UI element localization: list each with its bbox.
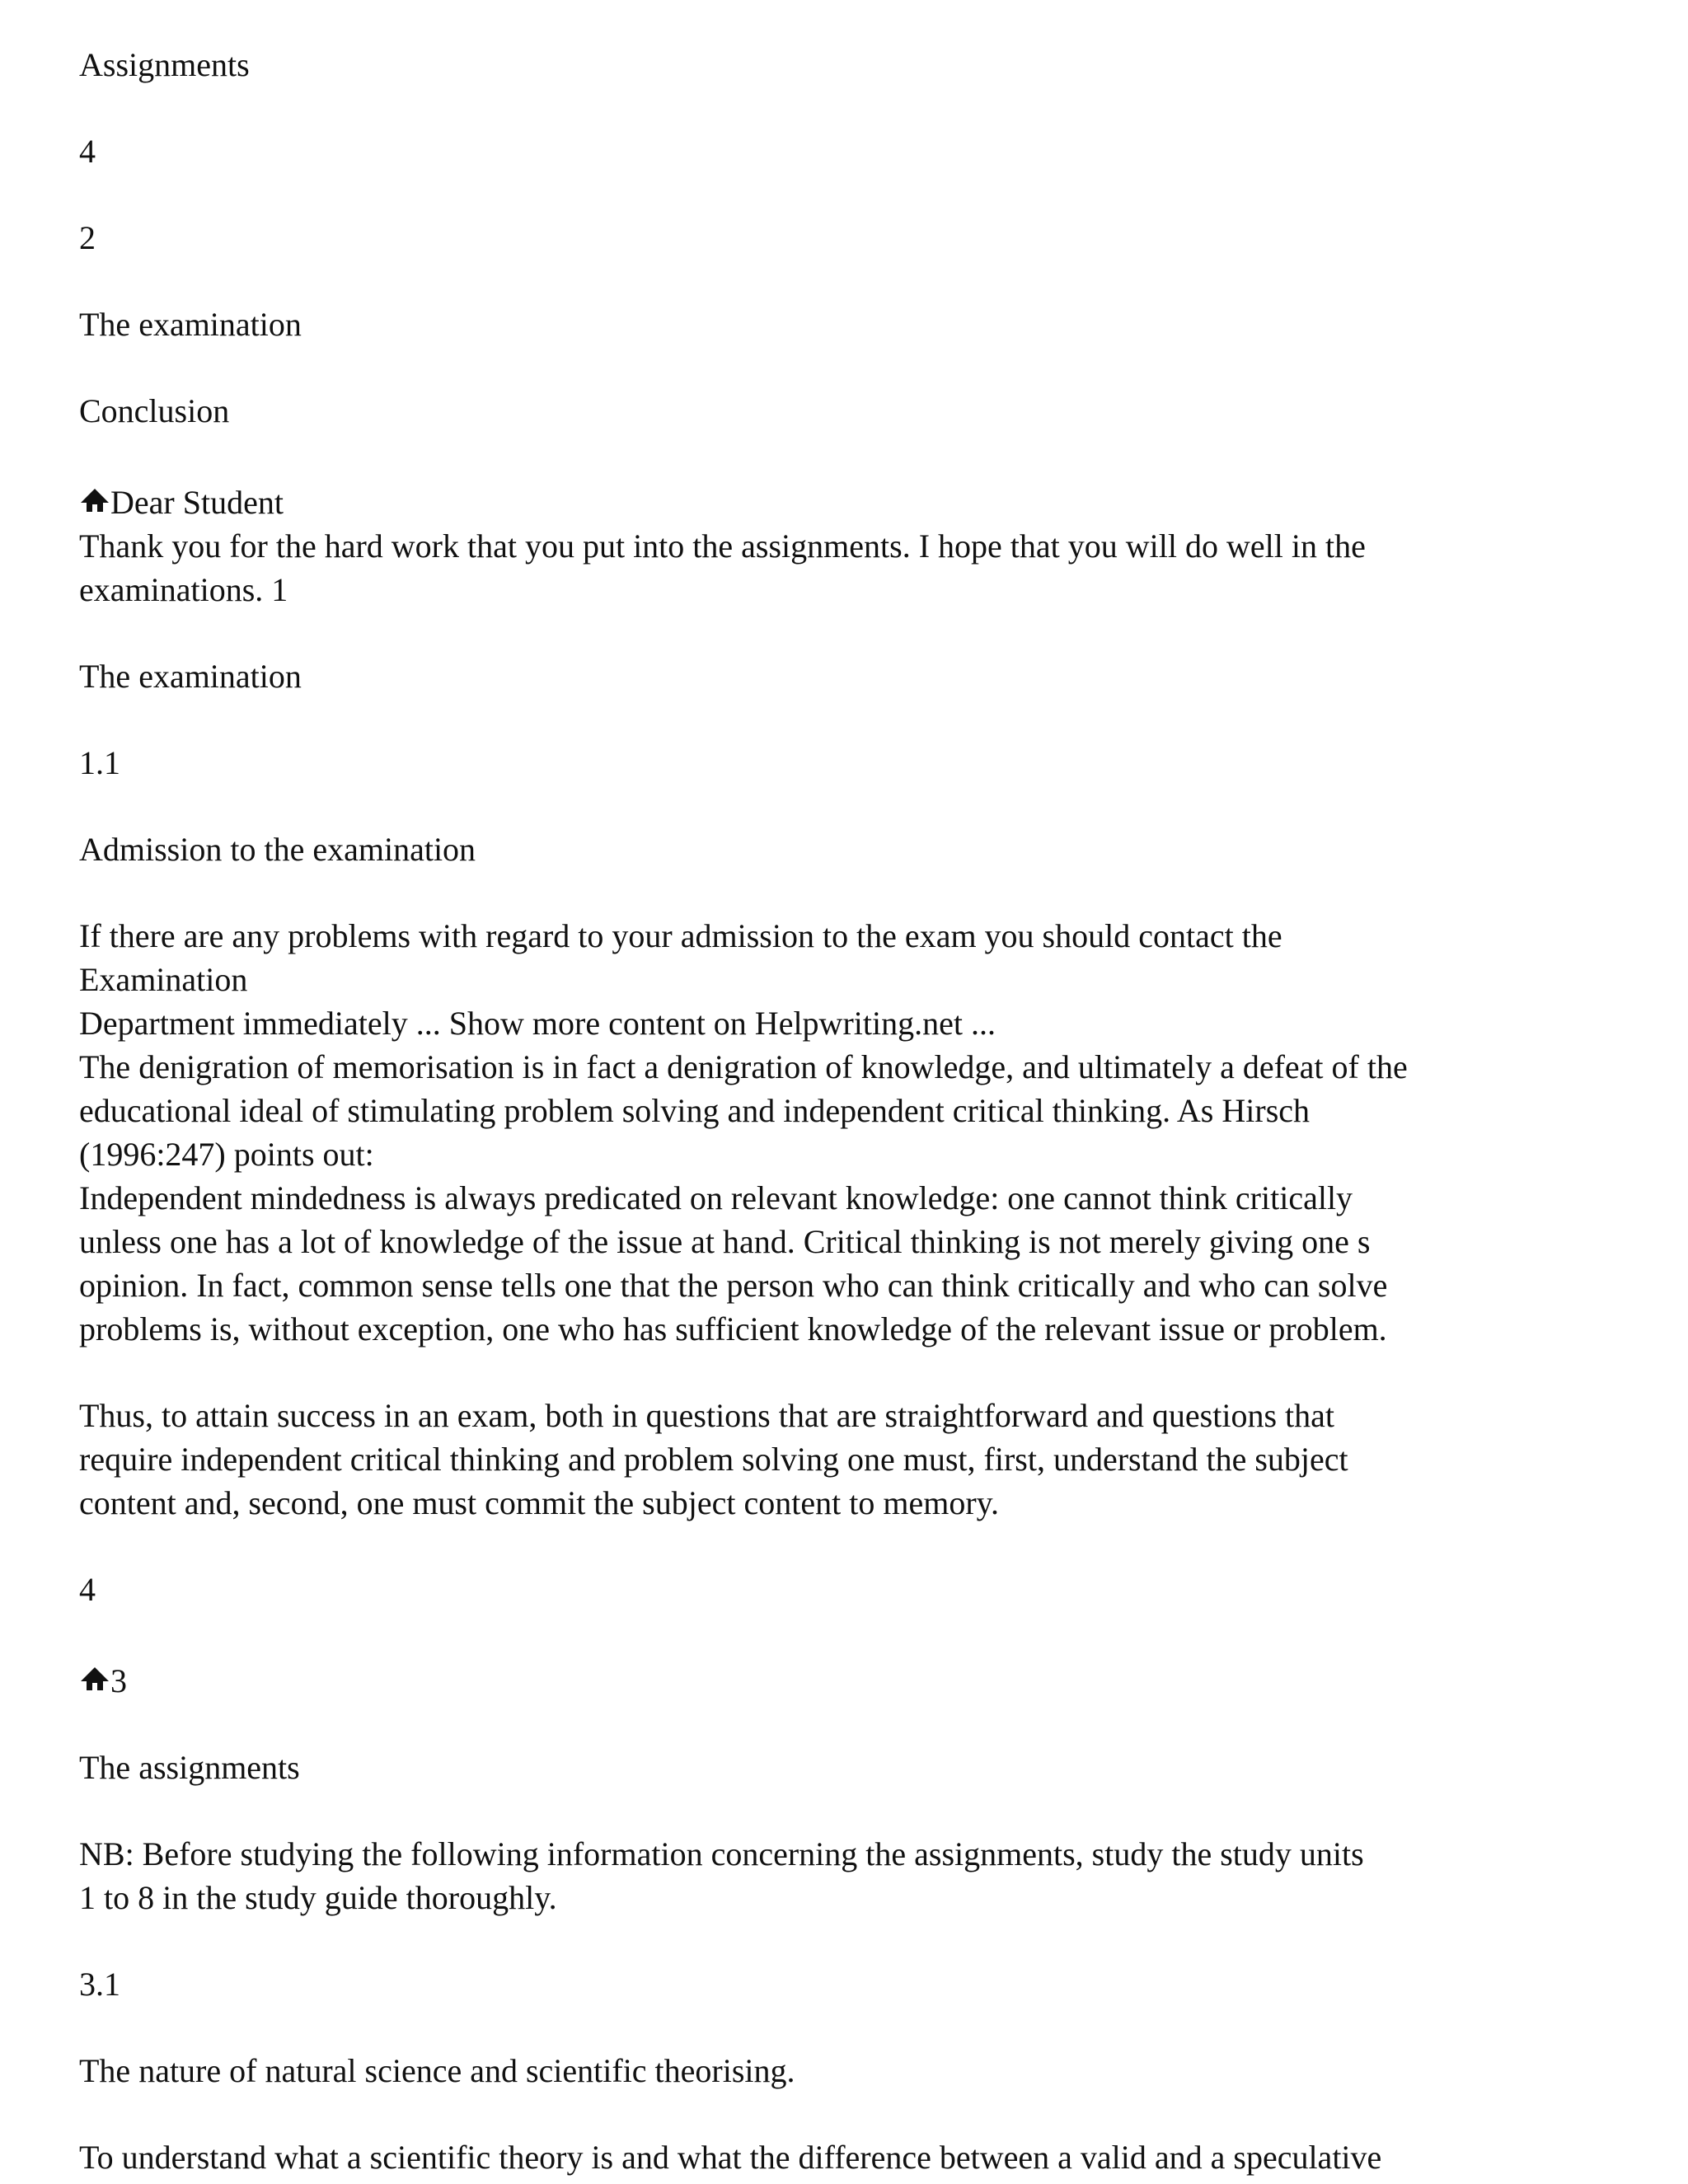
paragraph-line: Independent mindedness is always predicated on relevant knowledge: one cannot think critically xyxy=(79,1179,1353,1216)
toc-conclusion: Conclusion xyxy=(79,392,230,429)
paragraph-line: If there are any problems with regard to your admission to the exam you should contact the xyxy=(79,917,1282,954)
toc-number-2: 2 xyxy=(79,219,96,256)
paragraph-line: require independent critical thinking and problem solving one must, first, understand the subject xyxy=(79,1441,1348,1478)
letter-line: Thank you for the hard work that you put into the assignments. I hope that you will do well in the xyxy=(79,527,1366,565)
toc-assignments: Assignments xyxy=(79,46,250,83)
salutation-line xyxy=(79,480,1629,524)
paragraph-line: The denigration of memorisation is in fact a denigration of knowledge, and ultimately a defeat of the xyxy=(79,1048,1408,1085)
paragraph-line: NB: Before studying the following information concerning the assignments, study the study units xyxy=(79,1835,1364,1872)
salutation: Dear Student xyxy=(110,484,284,521)
paragraph-line: To understand what a scientific theory is and what the difference between a valid and a speculative xyxy=(79,2139,1382,2176)
paragraph-line: problems is, without exception, one who has sufficient knowledge of the relevant issue or problem. xyxy=(79,1310,1387,1347)
paragraph-line: Thus, to attain success in an exam, both in questions that are straightforward and questions that xyxy=(79,1397,1334,1434)
paragraph-line: unless one has a lot of knowledge of the issue at hand. Critical thinking is not merely giving one s xyxy=(79,1223,1371,1260)
nb-note xyxy=(79,1832,1629,1919)
subheading-admission: Admission to the examination xyxy=(79,831,476,868)
admission-text xyxy=(79,914,1629,1351)
toc-number-4: 4 xyxy=(79,133,96,170)
subsection-number: 3.1 xyxy=(79,1966,120,2003)
paragraph-line: educational ideal of stimulating problem solving and independent critical thinking. As Hirsch xyxy=(79,1092,1311,1129)
section-number: 1.1 xyxy=(79,744,120,781)
paragraph-line: (1996:247) points out: xyxy=(79,1136,374,1173)
section-number-label: 3 xyxy=(110,1662,127,1699)
section-number-3 xyxy=(79,1659,1629,1703)
letter-block xyxy=(79,480,1629,612)
paragraph-line: 1 to 8 in the study guide thoroughly. xyxy=(79,1879,557,1916)
subsection-heading: The nature of natural science and scientific theorising. xyxy=(79,2052,795,2089)
section-heading-examination: The examination xyxy=(79,658,302,695)
paragraph-line: content and, second, one must commit the subject content to memory. xyxy=(79,1484,1000,1521)
letter-line: examinations. 1 xyxy=(79,571,288,608)
up-arrow-icon xyxy=(79,1666,110,1692)
paragraph-line: Examination xyxy=(79,961,248,998)
paragraph-line: opinion. In fact, common sense tells one that the person who can think critically and who can solve xyxy=(79,1267,1388,1304)
section-heading-assignments: The assignments xyxy=(79,1749,300,1786)
up-arrow-icon xyxy=(79,487,110,513)
paragraph-line: Department immediately ... Show more content on Helpwriting.net ... xyxy=(79,1005,996,1042)
page-number: 4 xyxy=(79,1571,96,1608)
document-page xyxy=(79,43,1629,2179)
toc-examination: The examination xyxy=(79,306,302,343)
conclusion-paragraph xyxy=(79,1394,1629,1525)
